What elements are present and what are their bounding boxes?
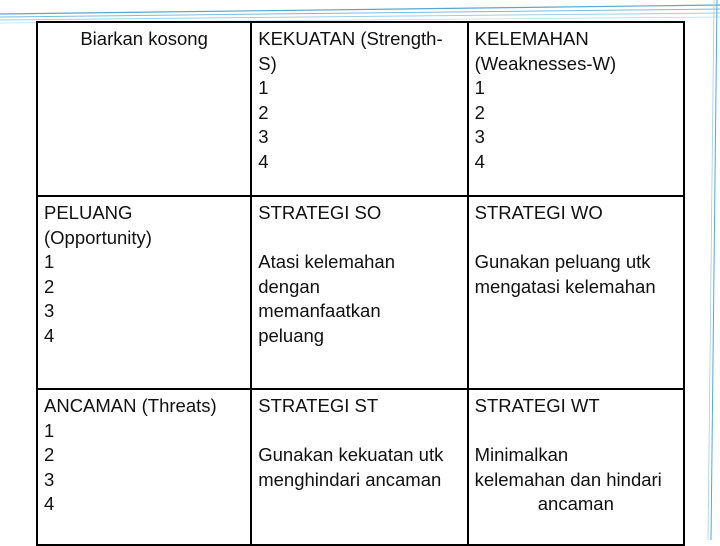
threats-item: 1 [44,419,55,441]
threats-item: 2 [44,444,55,465]
threats-item: 4 [44,493,55,514]
strategy-so-desc-line: Atasi kelemahan [258,251,396,272]
opportunity-item: 1 [44,251,55,272]
strategy-wt-desc-line: Minimalkan [474,444,569,465]
strengths-heading-line-1: KEKUATAN (Strength- [258,28,443,49]
strategy-so-desc-line: dengan [258,275,320,297]
strategy-so-title: STRATEGI SO [258,202,382,223]
strategy-st-desc-line: menghindari ancaman [258,468,442,490]
opportunity-item: 3 [44,300,55,321]
opportunity-heading-line-2: (Opportunity) [44,226,152,248]
strategy-wo-cell [468,196,684,389]
weaknesses-heading-line-2: (Weaknesses-W) [474,52,617,74]
opportunity-item: 2 [44,275,55,297]
swot-matrix-table [36,21,685,546]
strategy-st-cell [251,389,467,545]
strengths-item: 2 [258,101,269,123]
weaknesses-heading-line-1: KELEMAHAN [474,28,589,49]
strategy-wo-title: STRATEGI WO [474,202,603,223]
strengths-item: 4 [258,150,269,172]
corner-cell [37,22,251,196]
strengths-item: 1 [258,77,269,98]
opportunity-item: 4 [44,324,55,346]
threats-item: 3 [44,468,55,490]
strengths-item: 3 [258,126,269,147]
weaknesses-header-cell [468,22,684,196]
threats-heading-line-1: ANCAMAN (Threats) [44,395,217,416]
strategy-wt-desc-line: kelemahan dan hindari [474,468,662,490]
weaknesses-item: 2 [474,101,485,123]
opportunity-heading-line-1: PELUANG [44,202,133,223]
weaknesses-item: 1 [474,77,485,98]
corner-label: Biarkan kosong [80,28,208,49]
strategy-so-desc-line: peluang [258,324,325,346]
strategy-st-desc-line: Gunakan kekuatan utk [258,444,444,465]
strategy-st-title: STRATEGI ST [258,395,379,416]
opportunity-header-cell [37,196,251,389]
strategy-wt-cell [468,389,684,545]
weaknesses-item: 4 [474,150,485,172]
strengths-heading-line-2: S) [258,52,277,74]
threats-header-cell [37,389,251,545]
strategy-so-cell [251,196,467,389]
strategy-so-desc-line: memanfaatkan [258,300,381,321]
strengths-header-cell [251,22,467,196]
weaknesses-item: 3 [474,126,485,147]
strategy-wt-title: STRATEGI WT [474,395,600,416]
strategy-wo-desc-line: Gunakan peluang utk [474,251,651,272]
strategy-wt-desc-line: ancaman [537,493,614,514]
strategy-wo-desc-line: mengatasi kelemahan [474,275,656,297]
